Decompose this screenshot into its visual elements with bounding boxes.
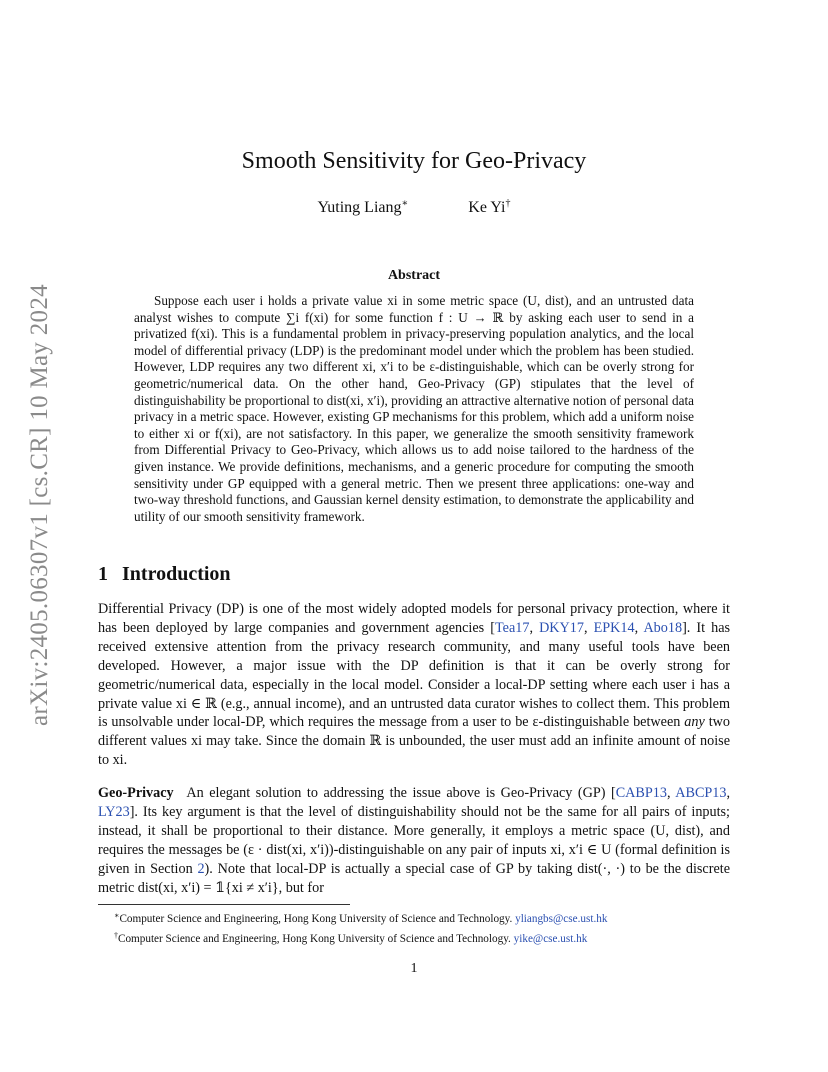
author-2 bbox=[468, 198, 510, 217]
author-2-mark: † bbox=[505, 198, 511, 209]
page-number: 1 bbox=[410, 961, 418, 976]
geo-text-part3: ). Note that local-DP is actually a special case of GP by taking dist(·, ·) to be the discrete metric dist(xi, x′i) = 𝟙{xi ≠ x′i}, but for bbox=[98, 860, 730, 896]
author-1-mark: ∗ bbox=[401, 198, 409, 209]
citation-link[interactable]: Tea17 bbox=[494, 619, 530, 636]
geo-text-part2: ]. Its key argument is that the level of distinguishability should not be the same for all pairs of inputs; instead, it shall be proportional to their distance. More generally, it employs a metric space (U, dist), and requires the messages be (ε · dist(xi, x′i))-distinguishable on any pair of inputs xi, x′i ∈ U (formal definition is given in Section bbox=[98, 803, 730, 877]
citation-link[interactable]: CABP13 bbox=[615, 785, 667, 801]
section-heading bbox=[98, 563, 231, 586]
citation-link[interactable]: Abo18 bbox=[643, 619, 683, 636]
author-1 bbox=[318, 198, 409, 217]
footnote-divider bbox=[98, 904, 350, 905]
footnote-1-mark: ∗ bbox=[114, 911, 120, 920]
author-1-name: Yuting Liang bbox=[317, 199, 402, 216]
citation-link[interactable]: DKY17 bbox=[539, 619, 584, 636]
citation-link[interactable]: ABCP13 bbox=[675, 785, 727, 801]
footnote-2-text: Computer Science and Engineering, Hong Kong University of Science and Technology. bbox=[118, 932, 514, 945]
intro-text-part3: two different values xi may take. Since the domain ℝ is unbounded, the user must add an infinite amount of noise to xi. bbox=[98, 714, 731, 769]
geo-privacy-paragraph: Geo-Privacy An elegant solution to addressing the issue above is Geo-Privacy (GP) [CABP13, ABCP13, LY23]. Its key argument is that the level of distinguishability should not be the same for all pairs of inputs; instead, it shall be proportional to their distance. More generally, it employs a metric space (U, dist), and requires the messages be (ε · dist(xi, x′i))-distinguishable on any pair of inputs xi, x′i ∈ U (formal definition is given in Section 2). Note that local-DP is actually a special case of GP by taking dist(·, ·) to be the discrete metric dist(xi, x′i) = 𝟙{xi ≠ x′i}, but for bbox=[98, 785, 731, 896]
section-reference-link[interactable]: 2 bbox=[197, 860, 205, 877]
paper-title: Smooth Sensitivity for Geo-Privacy bbox=[241, 148, 587, 174]
email-link[interactable]: yike@cse.ust.hk bbox=[513, 932, 588, 945]
emphasis-text: any bbox=[684, 714, 705, 731]
paragraph-run-in-heading: Geo-Privacy bbox=[98, 785, 174, 801]
geo-text-part1: An elegant solution to addressing the issue above is Geo-Privacy (GP) [ bbox=[186, 785, 616, 801]
author-2-name: Ke Yi bbox=[468, 199, 506, 216]
footnote-1 bbox=[114, 908, 607, 928]
abstract-heading: Abstract bbox=[387, 268, 441, 283]
footnote-2-mark: † bbox=[114, 930, 118, 940]
citation-link[interactable]: EPK14 bbox=[593, 619, 635, 636]
section-number: 1 bbox=[98, 563, 108, 585]
intro-paragraph: Differential Privacy (DP) is one of the most widely adopted models for personal privacy protection, where it has been deployed by large companies and government agencies [Tea17, DKY17, EPK14, Abo18]. It has received extensive attention from the privacy research community, and many useful tools have been developed. However, a major issue with the DP definition is that it can be overly strong for geometric/numerical data, especially in the local model. Consider a local-DP setting where each user i has a private value xi ∈ ℝ (e.g., annual income), and an untrusted data curator wishes to collect them. This problem is unsolvable under local-DP, which requires the message from a user to be ε-distinguishable between any two different values xi may take. Since the domain ℝ is unbounded, the user must add an infinite amount of noise to xi. bbox=[98, 601, 731, 769]
email-link[interactable]: yliangbs@cse.ust.hk bbox=[515, 913, 608, 925]
footnote-1-text: Computer Science and Engineering, Hong Kong University of Science and Technology. bbox=[119, 913, 516, 925]
footnote-2 bbox=[114, 928, 607, 948]
arxiv-id-text: arXiv:2405.06307v1 [cs.CR] 10 May 2024 bbox=[26, 284, 54, 726]
intro-text-part1: Differential Privacy (DP) is one of the most widely adopted models for personal privacy protection, where it has been deployed by large companies and government agencies [ bbox=[98, 601, 730, 636]
abstract-text: Suppose each user i holds a private value xi in some metric space (U, dist), and an untrusted data analyst wishes to compute ∑i f(xi) for some function f : U → ℝ by asking each user to send in a privatized f(xi). This is a fundamental problem in privacy-preserving population analytics, and the local model of differential privacy (LDP) is the predominant model under which the problem has been studied. However, LDP requires any two different xi, x′i to be ε-distinguishable, which can be overly strong for geometric/numerical data. On the other hand, Geo-Privacy (GP) stipulates that the level of distinguishability be proportional to dist(xi, x′i), providing an attractive alternative notion of personal data privacy in a metric space. However, existing GP mechanisms for this problem, which add a uniform noise to either xi or f(xi), are not satisfactory. In this paper, we generalize the smooth sensitivity framework from Differential Privacy to Geo-Privacy, which allows us to add noise tailored to the hardness of the given instance. We provide definitions, mechanisms, and a generic procedure for computing the smooth sensitivity under GP equipped with a general metric. Then we present three applications: one-way and two-way threshold functions, and Gaussian kernel density estimation, to demonstrate the applicability and utility of our smooth sensitivity framework. bbox=[134, 293, 694, 524]
footnotes bbox=[114, 908, 607, 947]
citation-link[interactable]: LY23 bbox=[98, 803, 130, 820]
author-list bbox=[0, 198, 828, 217]
intro-text-part2: ]. It has received extensive attention from the privacy research community, and many useful tools have been developed. However, a major issue with the DP definition is that it can be overly strong for geometric/numerical data, especially in the local model. Consider a local-DP setting where each user i has a private value xi ∈ ℝ (e.g., annual income), and an untrusted data curator wishes to collect them. This problem is unsolvable under local-DP, which requires the message from a user to be ε-distinguishable between bbox=[98, 619, 731, 731]
arxiv-side-identifier bbox=[20, 250, 60, 760]
section-title: Introduction bbox=[122, 563, 231, 585]
